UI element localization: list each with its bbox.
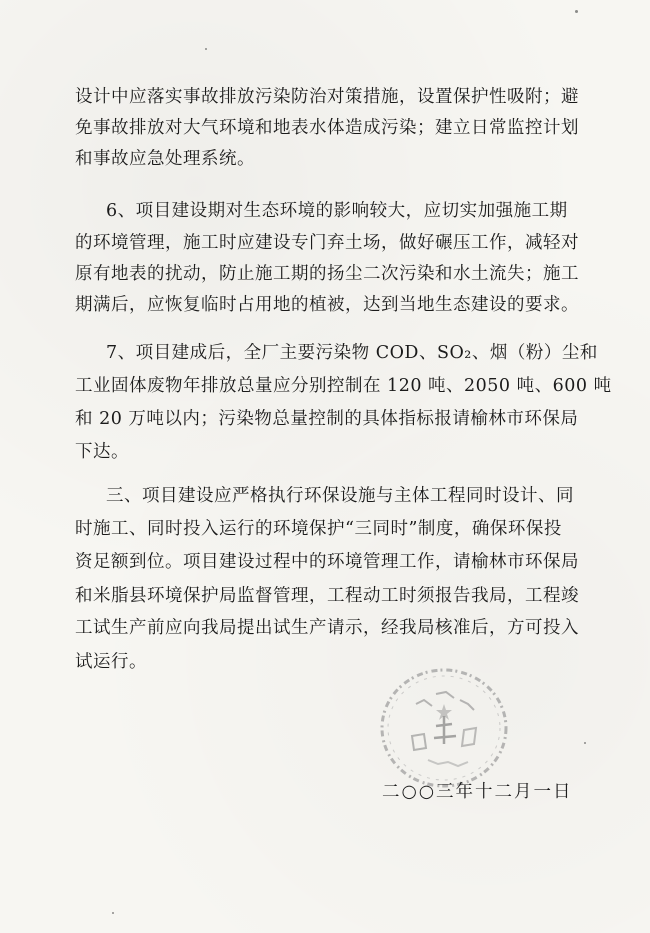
text-line: 6、项目建设期对生态环境的影响较大，应切实加强施工期 <box>106 201 568 221</box>
text-line: 工试生产前应向我局提出试生产请示，经我局核准后，方可投入 <box>75 618 579 638</box>
text-line: 期满后，应恢复临时占用地的植被，达到当地生态建设的要求。 <box>75 295 579 315</box>
text-line: 免事故排放对大气环境和地表水体造成污染；建立日常监控计划 <box>75 118 579 138</box>
text-line: 和米脂县环境保护局监督管理，工程动工时须报告我局，工程竣 <box>75 586 579 606</box>
scan-speck <box>205 48 207 50</box>
text-line: 的环境管理，施工时应建设专门弃土场，做好碾压工作，减轻对 <box>75 233 579 253</box>
text-line: 试运行。 <box>75 652 147 672</box>
text-line: 和 20 万吨以内；污染物总量控制的具体指标报请榆林市环保局 <box>75 409 579 429</box>
text-line: 三、项目建设应严格执行环保设施与主体工程同时设计、同 <box>106 486 574 506</box>
text-line: 下达。 <box>75 442 129 462</box>
scan-speck <box>584 742 586 744</box>
text-line: 工业固体废物年排放总量应分别控制在 120 吨、2050 吨、600 吨 <box>75 376 612 396</box>
text-line: 和事故应急处理系统。 <box>75 149 255 169</box>
text-line: 原有地表的扰动，防止施工期的扬尘二次污染和水土流失；施工 <box>75 264 579 284</box>
scan-speck <box>112 912 114 914</box>
scan-speck <box>575 10 578 13</box>
document-date: 二○○三年十二月一日 <box>382 782 573 802</box>
text-line: 7、项目建成后，全厂主要污染物 COD、SO₂、烟（粉）尘和 <box>106 343 598 363</box>
text-line: 资足额到位。项目建设过程中的环境管理工作，请榆林市环保局 <box>75 552 579 572</box>
official-seal-icon <box>376 664 512 792</box>
text-line: 时施工、同时投入运行的环境保护“三同时”制度，确保环保投 <box>75 519 562 539</box>
text-line: 设计中应落实事故排放污染防治对策措施，设置保护性吸附；避 <box>75 87 579 107</box>
